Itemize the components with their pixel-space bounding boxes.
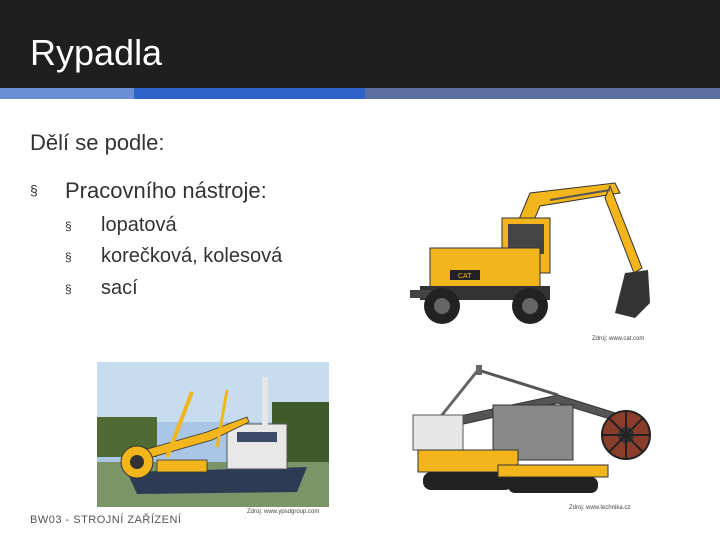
- bucketwheel-credit: Zdroj: www.technika.cz: [569, 505, 631, 511]
- bullet-marker: §: [65, 282, 72, 296]
- bucketwheel-image: [398, 365, 653, 503]
- main-bullet-text: Pracovního nástroje:: [65, 178, 267, 203]
- bullet-marker: §: [65, 250, 72, 264]
- excavator-credit: Zdroj: www.cat.com: [592, 336, 645, 342]
- intro-text: Dělí se podle:: [30, 130, 165, 155]
- accent-bar-light: [0, 88, 134, 99]
- title-bar: [0, 0, 720, 88]
- dredger-credit: Zdroj: www.ypsdgroup.com: [247, 509, 320, 515]
- sub-bullet-text: korečková, kolesová: [101, 245, 283, 267]
- bullet-marker: §: [30, 182, 38, 198]
- excavator-image: [410, 178, 660, 330]
- sub-bullet-text: sací: [101, 277, 138, 299]
- slide-title: Rypadla: [30, 32, 163, 73]
- bullet-marker: §: [65, 219, 72, 233]
- dredger-image: [97, 362, 329, 507]
- footer-label: BW03 - STROJNÍ ZAŘÍZENÍ: [30, 514, 182, 526]
- accent-bar-dark: [365, 88, 720, 99]
- accent-bar-mid: [134, 88, 365, 99]
- sub-bullet-text: lopatová: [101, 214, 177, 236]
- svg-text:CAT: CAT: [458, 273, 472, 280]
